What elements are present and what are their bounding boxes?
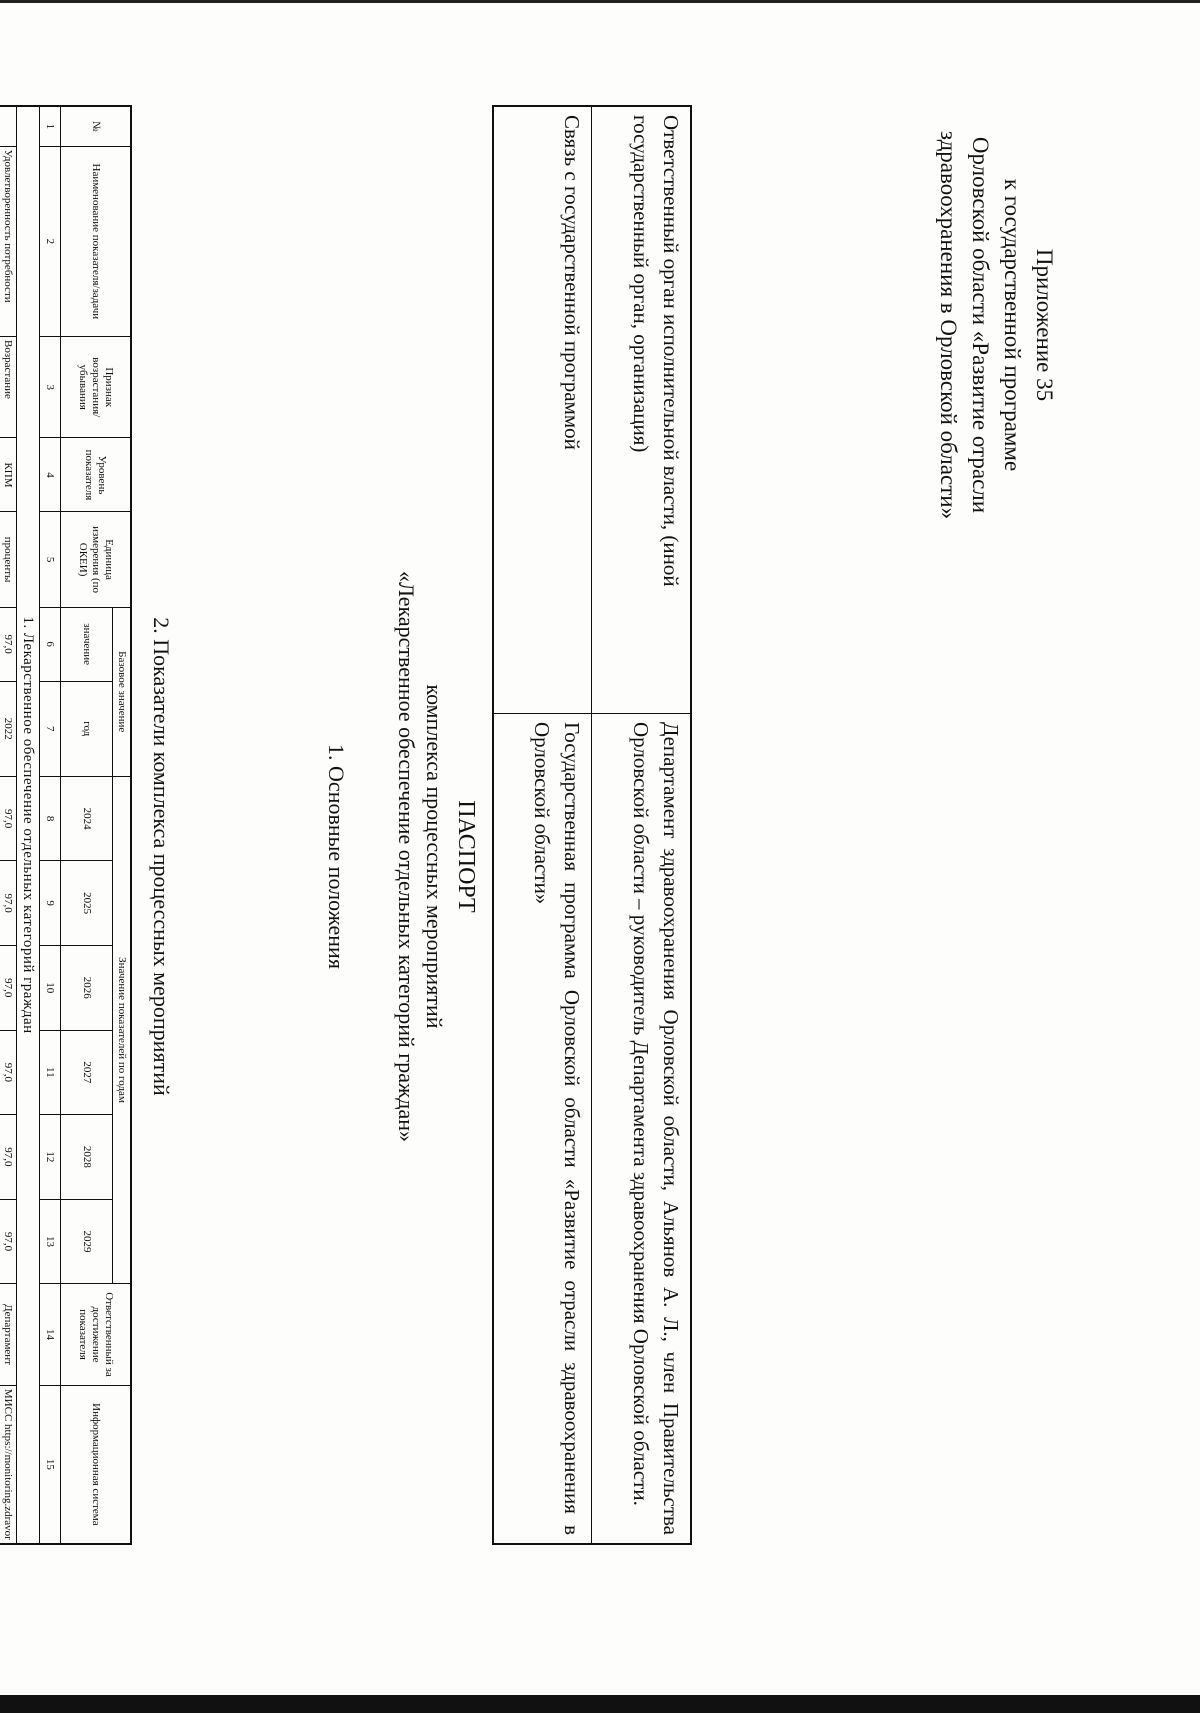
- col-header-base-year: год: [61, 681, 113, 776]
- program-link-value: Государственная программа Орловской области «Развитие отрасли здравоохранения в Орловской области»: [493, 714, 592, 1545]
- col-number: 8: [40, 776, 61, 861]
- col-number: 5: [40, 512, 61, 607]
- base-value: 97,0: [0, 607, 17, 681]
- col-header-level: Уровень показателя: [61, 438, 132, 512]
- appendix-line-2: к государственной программе: [1000, 178, 1025, 472]
- col-header-info-system: Информационная система: [61, 1385, 132, 1544]
- value-2024: 97,0: [0, 776, 17, 861]
- col-header-year-2028: 2028: [61, 1115, 113, 1200]
- passport-subtitle: [392, 0, 448, 1713]
- main-provisions-table: [492, 105, 692, 1545]
- col-number: 11: [40, 1030, 61, 1115]
- program-link-label: Связь с государственной программой: [493, 106, 592, 714]
- information-system: МИСС https://monitoring.zdravor: [0, 1385, 17, 1544]
- responsible-body-value: Департамент здравоохранения Орловской области, Альянов А. Л., член Правительства Орловской области – руководитель Департамента здравоохранения Орловской области.: [592, 714, 691, 1545]
- col-number: 2: [40, 146, 61, 336]
- passport-title: ПАСПОРТ: [453, 800, 479, 913]
- value-2029: 97,0: [0, 1199, 17, 1284]
- col-number: 15: [40, 1385, 61, 1544]
- value-2026: 97,0: [0, 945, 17, 1030]
- indicator-unit: проценты: [0, 512, 17, 607]
- column-number-row: [40, 106, 61, 1544]
- col-number: 14: [40, 1284, 61, 1386]
- passport-subtitle-line-2: «Лекарственное обеспечение отдельных категорий граждан»: [394, 571, 419, 1142]
- section-1-title: 1. Основные положения: [324, 744, 349, 969]
- col-number: 12: [40, 1115, 61, 1200]
- passport-subtitle-line-1: комплекса процессных мероприятий: [422, 684, 447, 1029]
- indicator-sign: Возрастание: [0, 336, 17, 438]
- col-number: 7: [40, 681, 61, 776]
- task-section-label: 1. Лекарственное обеспечение отдельных категорий граждан: [17, 106, 40, 1544]
- base-year: 2022: [0, 681, 17, 776]
- col-header-responsible: Ответственный за достижение показателя: [61, 1284, 132, 1386]
- col-number: 3: [40, 336, 61, 438]
- col-header-years-group: Значение показателей по годам: [113, 776, 132, 1283]
- value-2028: 97,0: [0, 1115, 17, 1200]
- col-number: 1: [40, 106, 61, 146]
- col-header-name: Наименование показателя/задачи: [61, 146, 132, 336]
- appendix-line-4: здравоохранения в Орловской области»: [936, 130, 961, 520]
- col-header-sign: Признак возрастания/ убывания: [61, 336, 132, 438]
- col-number: 9: [40, 861, 61, 946]
- col-number: 4: [40, 438, 61, 512]
- section-2-title: 2. Показатели комплекса процессных мероприятий: [149, 617, 174, 1096]
- col-number: 13: [40, 1199, 61, 1284]
- value-2027: 97,0: [0, 1030, 17, 1115]
- col-number: 10: [40, 945, 61, 1030]
- indicators-table: [0, 105, 132, 1545]
- value-2025: 97,0: [0, 861, 17, 946]
- col-header-year-2026: 2026: [61, 945, 113, 1030]
- table-row: [0, 106, 17, 1544]
- col-header-unit: Единица измерения (по ОКЕИ): [61, 512, 132, 607]
- header-row: [113, 106, 132, 1544]
- col-number: 6: [40, 607, 61, 681]
- col-header-base-value: значение: [61, 607, 113, 681]
- col-header-year-2027: 2027: [61, 1030, 113, 1115]
- col-header-year-2029: 2029: [61, 1199, 113, 1284]
- appendix-number: Приложение 35: [1032, 248, 1057, 402]
- indicator-name: Удовлетворенность потребности: [0, 146, 17, 336]
- scan-edge-bottom: [0, 1695, 1200, 1713]
- col-header-base: Базовое значение: [113, 607, 132, 776]
- table-row: [493, 106, 592, 1544]
- responsible-department: Департамент: [0, 1284, 17, 1386]
- appendix-header: [932, 115, 1060, 535]
- section-row: [17, 106, 40, 1544]
- col-header-no: №: [61, 106, 132, 146]
- responsible-body-label: Ответственный орган исполнительной власти, (иной государственный орган, организация): [592, 106, 691, 714]
- indicator-level: КПМ: [0, 438, 17, 512]
- col-header-year-2024: 2024: [61, 776, 113, 861]
- table-row: [592, 106, 691, 1544]
- row-number: [0, 106, 17, 146]
- appendix-line-3: Орловской области «Развитие отрасли: [968, 136, 993, 514]
- col-header-year-2025: 2025: [61, 861, 113, 946]
